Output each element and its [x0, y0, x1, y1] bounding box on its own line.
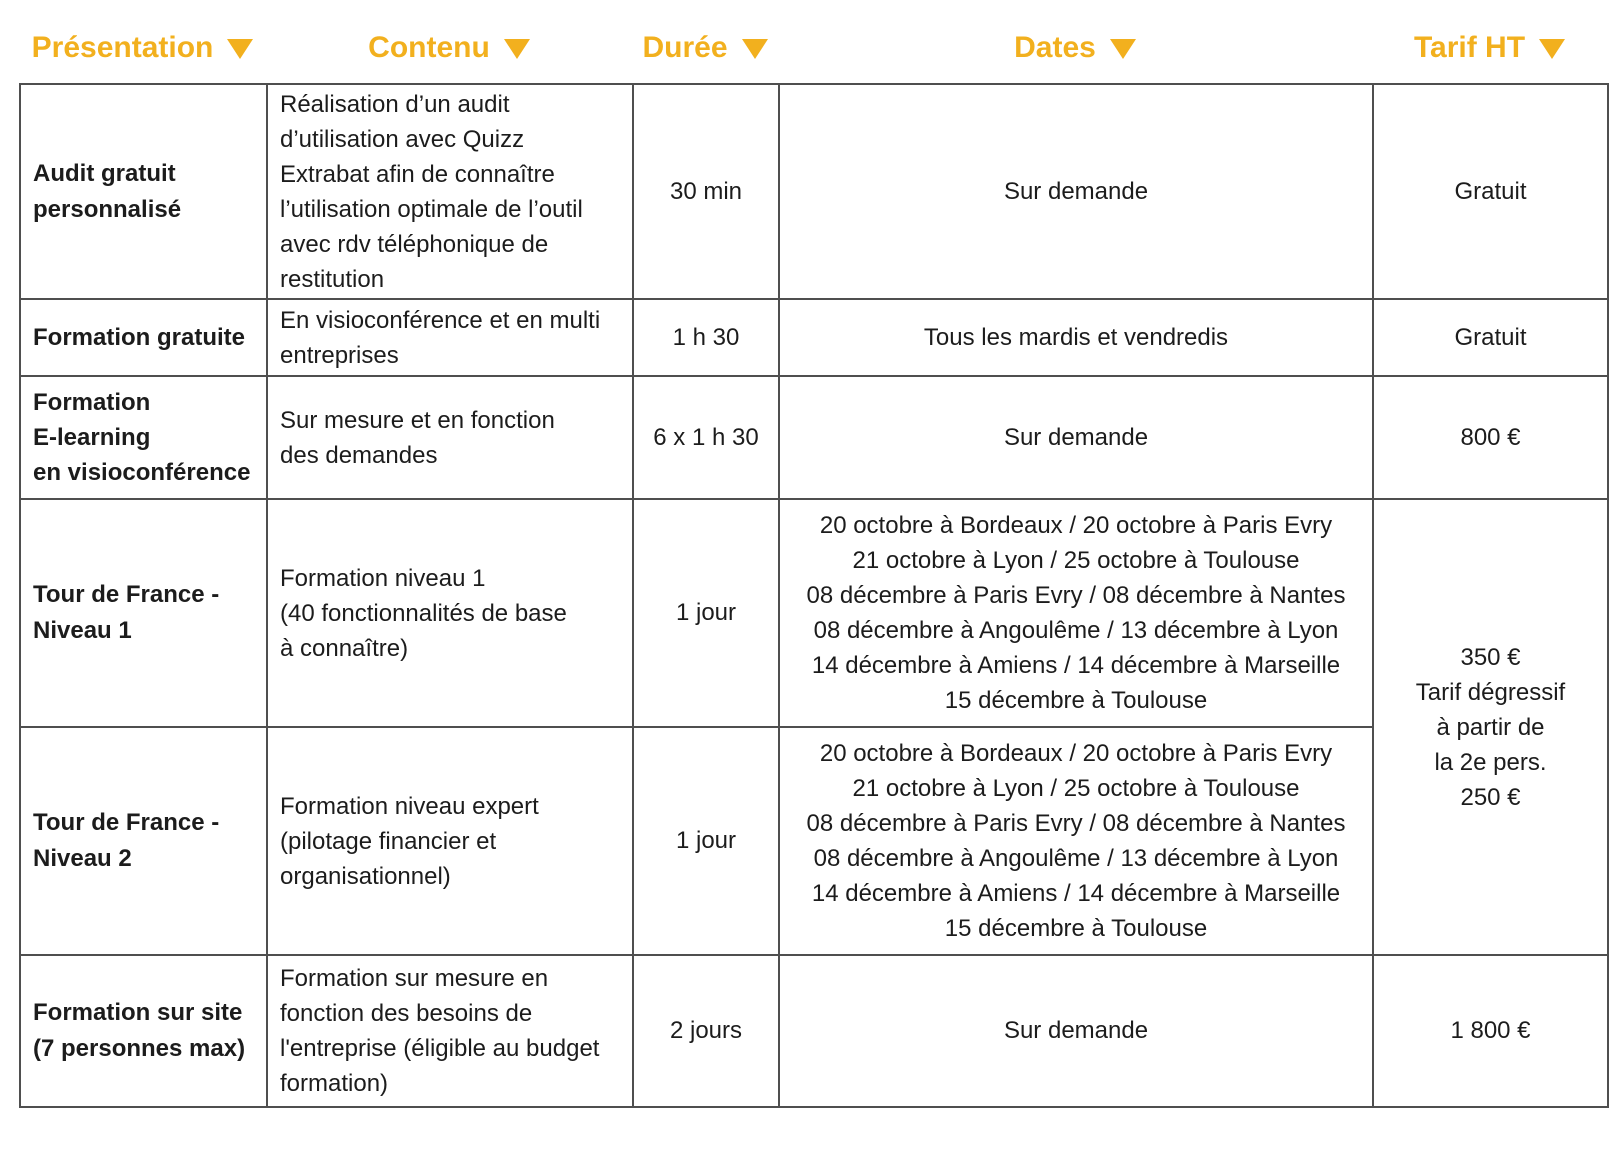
presentation-line: Niveau 2 — [33, 845, 132, 872]
tarif-line: Tarif dégressif — [1415, 678, 1566, 706]
dates-line: Sur demande — [1003, 1017, 1149, 1044]
contenu-cell — [267, 376, 633, 499]
presentation-line: Tour de France - — [33, 809, 220, 836]
tarif-cell — [1373, 376, 1608, 499]
tarif-line: la 2e pers. — [1434, 748, 1547, 776]
contenu-line: Sur mesure et en fonction — [280, 406, 555, 434]
header-duree — [632, 28, 778, 68]
training-table — [19, 83, 1609, 1108]
presentation-cell — [20, 955, 267, 1107]
presentation-cell — [20, 499, 267, 727]
triangle-down-icon — [227, 39, 253, 59]
contenu-cell — [267, 955, 633, 1107]
duree-cell: 1 jour — [633, 499, 779, 727]
presentation-cell — [20, 727, 267, 955]
contenu-cell — [267, 299, 633, 376]
table-row — [20, 376, 1608, 499]
dates-line: 15 décembre à Toulouse — [944, 915, 1208, 942]
tarif-line: Gratuit — [1454, 177, 1527, 205]
duree-cell: 2 jours — [633, 955, 779, 1107]
contenu-line: l'entreprise (éligible au budget — [280, 1035, 600, 1062]
dates-line: 20 octobre à Bordeaux / 20 octobre à Paris Evry — [819, 740, 1333, 767]
duree-cell: 1 h 30 — [633, 299, 779, 376]
dates-cell — [779, 955, 1373, 1107]
dates-line: 21 octobre à Lyon / 25 octobre à Toulouse — [852, 775, 1300, 802]
dates-cell — [779, 84, 1373, 299]
header-tarif-label: Tarif HT — [1413, 31, 1526, 64]
contenu-line: Extrabat afin de connaître — [280, 160, 555, 188]
header-presentation — [19, 28, 266, 68]
contenu-cell — [267, 84, 633, 299]
tarif-line: 800 € — [1460, 423, 1521, 451]
presentation-line: en visioconférence — [33, 459, 251, 486]
contenu-line: des demandes — [280, 441, 438, 469]
presentation-line: Formation — [33, 389, 151, 416]
contenu-line: Réalisation d’un audit — [280, 90, 510, 118]
duree-cell: 6 x 1 h 30 — [633, 376, 779, 499]
header-dates-label: Dates — [1014, 31, 1096, 64]
header-presentation-label: Présentation — [31, 31, 214, 64]
tarif-cell — [1373, 299, 1608, 376]
column-headers — [0, 0, 1622, 84]
contenu-line: entreprises — [280, 341, 399, 369]
dates-line: 08 décembre à Paris Evry / 08 décembre à Nantes — [806, 582, 1346, 609]
triangle-down-icon — [1539, 39, 1565, 59]
header-tarif — [1372, 28, 1607, 68]
contenu-cell — [267, 499, 633, 727]
triangle-down-icon — [1110, 39, 1136, 59]
contenu-line: avec rdv téléphonique de — [280, 230, 549, 258]
table-row — [20, 955, 1608, 1107]
dates-line: 14 décembre à Amiens / 14 décembre à Marseille — [811, 652, 1341, 679]
contenu-line: organisationnel) — [280, 862, 451, 890]
triangle-down-icon — [742, 39, 768, 59]
tarif-line: 250 € — [1460, 783, 1521, 811]
dates-line: 15 décembre à Toulouse — [944, 687, 1208, 714]
presentation-line: Niveau 1 — [33, 617, 132, 644]
presentation-line: Tour de France - — [33, 581, 220, 608]
contenu-line: Formation sur mesure en — [280, 965, 549, 992]
table-row — [20, 299, 1608, 376]
contenu-cell — [267, 727, 633, 955]
header-contenu — [266, 28, 632, 68]
contenu-line: Formation niveau expert — [280, 792, 539, 820]
tarif-cell — [1373, 499, 1608, 955]
presentation-cell — [20, 84, 267, 299]
tarif-line: Gratuit — [1454, 323, 1527, 351]
presentation-line: Formation gratuite — [33, 323, 246, 351]
contenu-line: à connaître) — [280, 634, 409, 662]
dates-line: 08 décembre à Paris Evry / 08 décembre à Nantes — [806, 810, 1346, 837]
dates-cell — [779, 299, 1373, 376]
table-row — [20, 727, 1608, 955]
presentation-line: Audit gratuit — [33, 159, 176, 187]
dates-line: 20 octobre à Bordeaux / 20 octobre à Paris Evry — [819, 512, 1333, 539]
header-contenu-label: Contenu — [368, 31, 490, 64]
duree-cell: 1 jour — [633, 727, 779, 955]
contenu-line: l’utilisation optimale de l’outil — [280, 195, 583, 223]
tarif-line: 350 € — [1460, 643, 1521, 671]
dates-line: 08 décembre à Angoulême / 13 décembre à Lyon — [813, 617, 1339, 644]
presentation-line: (7 personnes max) — [33, 1035, 246, 1062]
table-row — [20, 84, 1608, 299]
tarif-cell — [1373, 955, 1608, 1107]
presentation-cell — [20, 299, 267, 376]
contenu-line: formation) — [280, 1070, 389, 1097]
presentation-line: E-learning — [33, 424, 151, 451]
header-duree-label: Durée — [642, 31, 728, 64]
presentation-cell — [20, 376, 267, 499]
contenu-line: fonction des besoins de — [280, 1000, 533, 1027]
triangle-down-icon — [504, 39, 530, 59]
presentation-line: Formation sur site — [33, 999, 243, 1026]
tarif-cell — [1373, 84, 1608, 299]
dates-line: 21 octobre à Lyon / 25 octobre à Toulouse — [852, 547, 1300, 574]
duree-cell: 30 min — [633, 84, 779, 299]
dates-line: 08 décembre à Angoulême / 13 décembre à Lyon — [813, 845, 1339, 872]
contenu-line: d’utilisation avec Quizz — [280, 125, 525, 153]
dates-cell — [779, 376, 1373, 499]
dates-cell — [779, 499, 1373, 727]
dates-cell — [779, 727, 1373, 955]
dates-line: 14 décembre à Amiens / 14 décembre à Marseille — [811, 880, 1341, 907]
dates-line: Sur demande — [1003, 177, 1149, 205]
dates-line: Tous les mardis et vendredis — [923, 323, 1229, 351]
contenu-line: Formation niveau 1 — [280, 564, 486, 592]
dates-line: Sur demande — [1003, 423, 1149, 451]
contenu-line: (40 fonctionnalités de base — [280, 599, 567, 627]
tarif-line: à partir de — [1436, 713, 1545, 741]
table-row — [20, 499, 1608, 727]
contenu-line: En visioconférence et en multi — [280, 306, 601, 334]
header-dates — [778, 28, 1372, 68]
contenu-line: restitution — [280, 265, 385, 293]
tarif-line: 1 800 € — [1450, 1017, 1531, 1044]
contenu-line: (pilotage financier et — [280, 827, 497, 855]
presentation-line: personnalisé — [33, 195, 182, 223]
